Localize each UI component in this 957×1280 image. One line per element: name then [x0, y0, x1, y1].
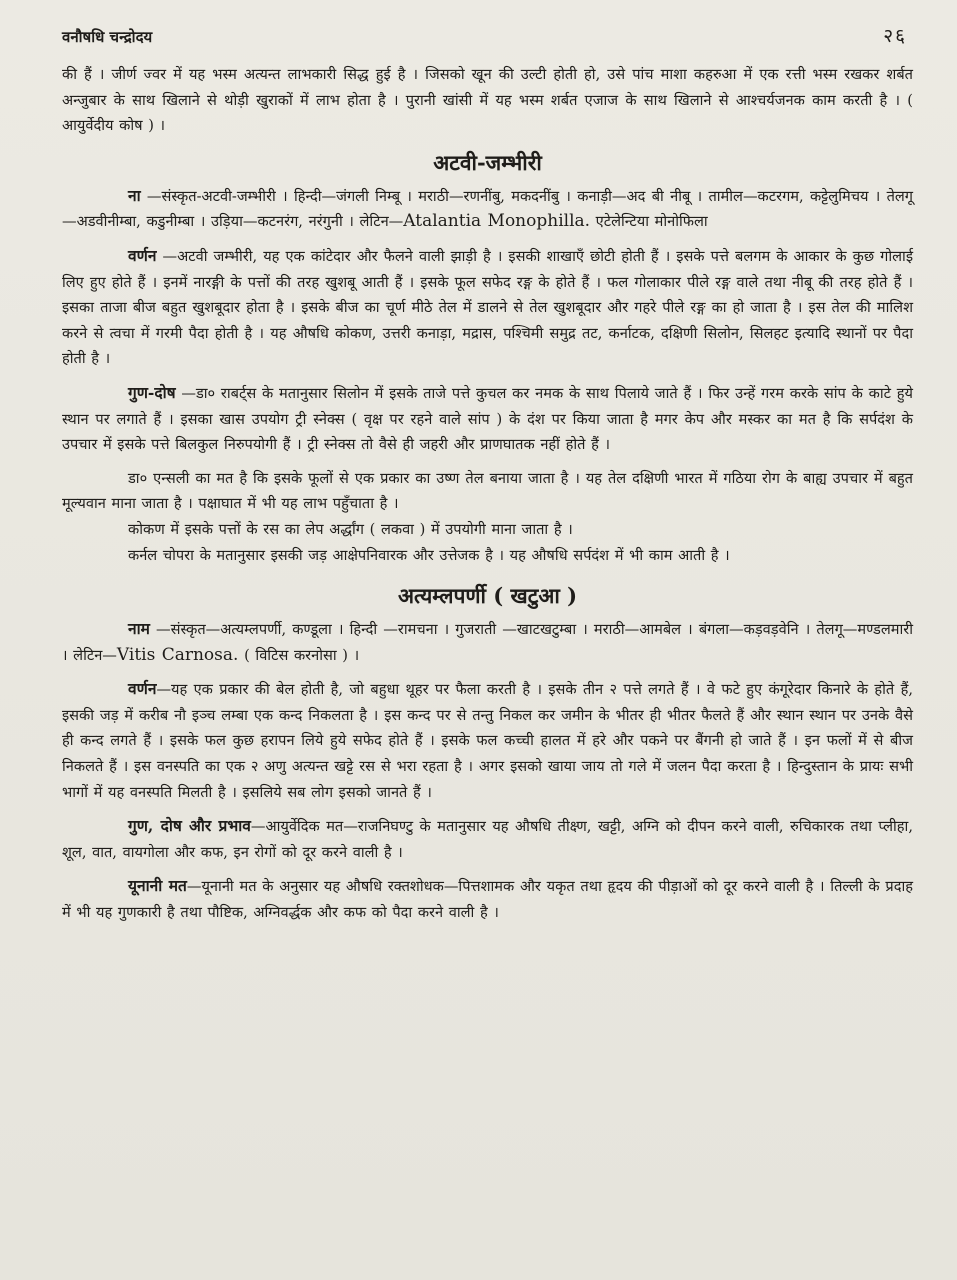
description-text: —यह एक प्रकार की बेल होती है, जो बहुधा थूहर पर फैला करती है । इसके तीन २ पत्ते लगते हैं । वे फटे हुए कंगूरेदार किनारे के होते हैं, इसकी जड़ में करीब नौ इञ्च लम्बा एक कन्द निकलता है । इस कन्द पर से तन्तु निकल कर जमीन के भीतर ही भीतर फैलते हैं और स्थान स्थान पर उनके वैसे ही कन्द लगते हैं । इसके फल कुछ हरापन लिये हुये सफेद होते हैं । इसके फल कच्ची हालत में हरे और पकने पर बैंगनी हो जाते हैं । इन फलों में से बीज निकलते हैं । इस वनस्पति का एक २ अणु अत्यन्त खट्टे रस से भरा रहता है । अगर इसको खाया जाय तो गले में जलन पैदा करता है । हिन्दुस्तान के प्रायः सभी भागों में यह वनस्पति मिलती है । इसलिये सब लोग इसको जानते हैं ।	[62, 681, 913, 801]
chopra-paragraph: कर्नल चोपरा के मतानुसार इसकी जड़ आक्षेपनिवारक और उत्तेजक है । यह औषधि सर्पदंश में भी काम आती है ।	[128, 546, 730, 564]
unani-paragraph	[62, 873, 913, 925]
description-text: —अटवी जम्भीरी, यह एक कांटेदार और फैलने वाली झाड़ी है । इसकी शाखाएँ छोटी होती हैं । इसके पत्ते बलगम के आकार के कुछ गोलाई लिए हुए होते हैं । इनमें नारङ्गी के पत्तों की तरह खुशबू आती हैं । इसके फूल सफेद रङ्ग के होते हैं । फल गोलाकार पीले रङ्ग वाले तथा नीबू की तरह होते हैं । इसका ताजा बीज बहुत खुशबूदार होता है । इसके बीज का चूर्ण मीठे तेल में डालने से तेल खुशबूदार और गहरे पीले रङ्ग का हो जाता है । इस तेल की मालिश करने से त्वचा में गरमी पैदा होती है । यह औषधि कोकण, उत्तरी कनाड़ा, मद्रास, पश्चिमी समुद्र तट, कर्नाटक, दक्षिणी सिलोन, सिलहट इत्यादि स्थानों पर पैदा होती है ।	[62, 247, 913, 368]
section-heading-atyamlaparni: अत्यम्लपर्णी ( खटुआ )	[397, 583, 578, 609]
properties-text: —डा० राबर्ट्स के मतानुसार सिलोन में इसके ताजे पत्ते कुचल कर नमक के साथ पिलाये जाते हैं । फिर उन्हें गरम करके सांप के काटे हुये स्थान पर लगाते हैं । इसका खास उपयोग ट्री स्नेक्स ( वृक्ष पर रहने वाले सांप ) के दंश पर किया जाता है मगर केप और मस्कर का मत है कि सर्पदंश के उपचार में इसके पत्ते बिलकुल निरुपयोगी हैं । ट्री स्नेक्स तो वैसे ही जहरी और प्राणघातक नहीं होते हैं ।	[62, 384, 913, 454]
running-header	[62, 22, 913, 62]
latin-name: Atalantia Monophilla.	[403, 211, 591, 232]
names-label: नाम	[128, 619, 150, 639]
latin-transliteration: ( विटिस करनोसा ) ।	[238, 646, 360, 664]
description-label: वर्णन	[128, 245, 157, 265]
book-title: वनौषधि चन्द्रोदय	[62, 28, 153, 46]
names-text: —संस्कृत—अत्यम्लपर्णी, कण्डूला । हिन्दी —रामचना । गुजराती —खाटखटुम्बा । मराठी—आमबेल । बंगला—कड़वड़वेनि । तेलगू—मण्डलमारी । लेटिन—	[62, 621, 913, 664]
section-heading-atavi-jambhiri: अटवी-जम्भीरी	[433, 149, 542, 175]
latin-name: Vitis Carnosa.	[116, 644, 239, 665]
kokan-paragraph: कोकण में इसके पत्तों के रस का लेप अर्द्धांग ( लकवा ) में उपयोगी माना जाता है ।	[128, 520, 573, 538]
names-text: —संस्कृत-अटवी-जम्भीरी । हिन्दी—जंगली निम्बू । मराठी—रणनींबु, मकदनींबु । कनाड़ी—अद बी नीबू । तामील—कटरगम, कट्टेलुमिचय । तेलगू—अडवीनीम्बा, कडुनीम्बा । उड़िया—कटनरंग, नरंगुनी । लेटिन—	[62, 187, 913, 231]
names-paragraph	[62, 183, 913, 235]
page-number: २६	[883, 25, 907, 47]
intro-paragraph: की हैं । जीर्ण ज्वर में यह भस्म अत्यन्त लाभकारी सिद्ध हुई है । जिसको खून की उल्टी होती हो, उसे पांच माशा कहरुआ में एक रत्ती भस्म रखकर शर्बत अन्जुबार के साथ खिलाने से थोड़ी खुराकों में लाभ होता है । पुरानी खांसी में यह भस्म शर्बत एजाज के साथ खिलाने से आश्चर्यजनक काम करती है । ( आयुर्वेदीय कोष ) ।	[62, 66, 913, 135]
properties-text: —आयुर्वेदिक मत—राजनिघण्टु के मतानुसार यह औषधि तीक्ष्ण, खट्टी, अग्नि को दीपन करने वाली, रुचिकारक तथा प्लीहा, शूल, वात, वायगोला और कफ, इन रोगों को दूर करने वाली है ।	[62, 818, 913, 861]
names-paragraph	[62, 616, 913, 668]
properties-paragraph	[62, 813, 913, 865]
properties-label: गुण-दोष	[128, 382, 176, 402]
names-label: ना	[128, 185, 141, 205]
description-paragraph	[62, 676, 913, 805]
description-label: वर्णन	[128, 679, 157, 699]
properties-paragraph	[62, 380, 913, 458]
properties-label: गुण, दोष और प्रभाव	[128, 816, 251, 836]
description-paragraph	[62, 243, 913, 372]
ainslie-paragraph: डा० एन्सली का मत है कि इसके फूलों से एक प्रकार का उष्ण तेल बनाया जाता है । यह तेल दक्षिणी भारत में गठिया रोग के बाह्य उपचार में बहुत मूल्यवान माना जाता है । पक्षाघात में भी यह लाभ पहुँचाता है ।	[62, 469, 913, 513]
latin-transliteration: एटेलेन्टिया मोनोफिला	[590, 213, 708, 231]
unani-label: यूनानी मत	[128, 876, 187, 896]
unani-text: —यूनानी मत के अनुसार यह औषधि रक्तशोधक—पित्तशामक और यकृत तथा हृदय की पीड़ाओं को दूर करने वाली है । तिल्ली के प्रदाह में भी यह गुणकारी है तथा पौष्टिक, अग्निवर्द्धक और कफ को पैदा करने वाली है ।	[62, 878, 913, 922]
